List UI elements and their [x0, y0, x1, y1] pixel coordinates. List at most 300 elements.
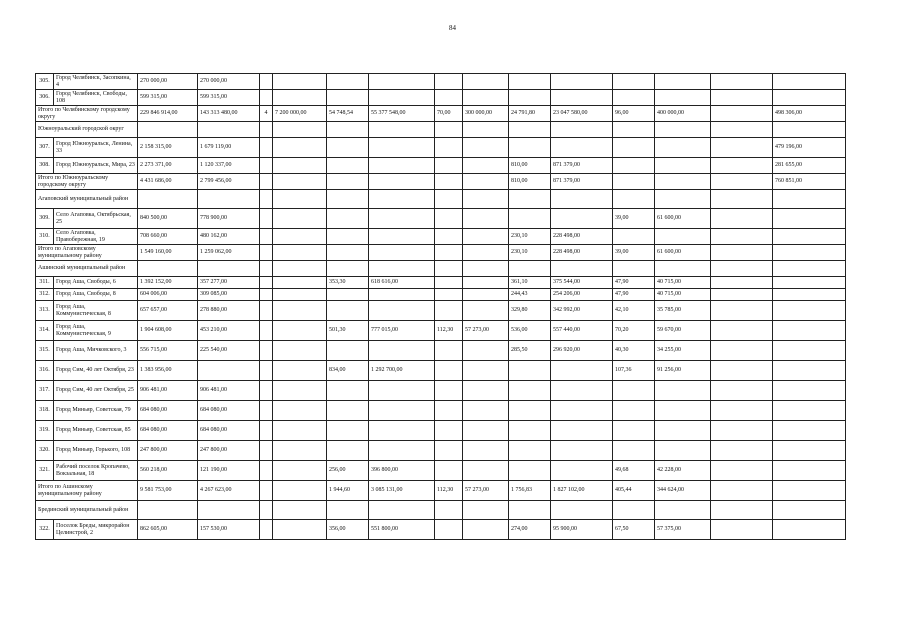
- value-cell: 599 315,00: [138, 90, 198, 106]
- value-cell: 1 827 102,00: [551, 481, 613, 501]
- value-cell: [260, 461, 273, 481]
- subtotal-label: Итого по Агаповскому муниципальному району: [36, 245, 138, 261]
- value-cell: [711, 341, 773, 361]
- empty-cell: [509, 261, 551, 277]
- value-cell: [773, 401, 846, 421]
- value-cell: [773, 461, 846, 481]
- value-cell: 501,30: [327, 321, 369, 341]
- value-cell: 34 255,00: [655, 341, 711, 361]
- value-cell: [260, 229, 273, 245]
- value-cell: [327, 401, 369, 421]
- value-cell: [509, 361, 551, 381]
- value-cell: 353,30: [327, 277, 369, 289]
- empty-cell: [327, 122, 369, 138]
- value-cell: [260, 209, 273, 229]
- address-cell: Город Сим, 40 лет Октября, 25: [54, 381, 138, 401]
- empty-cell: [509, 501, 551, 520]
- empty-cell: [773, 261, 846, 277]
- value-cell: [463, 401, 509, 421]
- value-cell: 91 256,00: [655, 361, 711, 381]
- value-cell: [613, 381, 655, 401]
- value-cell: [463, 381, 509, 401]
- value-cell: [435, 158, 463, 174]
- subtotal-label: Итого по Ашинскому муниципальному району: [36, 481, 138, 501]
- subtotal-row: [36, 106, 846, 122]
- table-row: [36, 381, 846, 401]
- value-cell: [369, 138, 435, 158]
- empty-cell: [509, 190, 551, 209]
- value-cell: 157 530,00: [198, 520, 260, 540]
- value-cell: [260, 421, 273, 441]
- value-cell: [711, 401, 773, 421]
- value-cell: 684 080,00: [198, 421, 260, 441]
- page-number: 84: [449, 24, 456, 32]
- value-cell: [551, 138, 613, 158]
- table-row: [36, 321, 846, 341]
- value-cell: [435, 138, 463, 158]
- value-cell: [655, 90, 711, 106]
- value-cell: 7 200 000,00: [273, 106, 327, 122]
- value-cell: 557 440,00: [551, 321, 613, 341]
- value-cell: [327, 138, 369, 158]
- address-cell: Город Челябинск, Свободы, 108: [54, 90, 138, 106]
- empty-cell: [198, 190, 260, 209]
- value-cell: 228 498,00: [551, 245, 613, 261]
- subtotal-label: Итого по Челябинскому городскому округу: [36, 106, 138, 122]
- value-cell: 356,00: [327, 520, 369, 540]
- value-cell: 42,10: [613, 301, 655, 321]
- empty-cell: [138, 122, 198, 138]
- row-number: 308.: [36, 158, 54, 174]
- value-cell: [711, 421, 773, 441]
- empty-cell: [655, 501, 711, 520]
- section-header-row: [36, 501, 846, 520]
- table-row: [36, 229, 846, 245]
- empty-cell: [260, 501, 273, 520]
- value-cell: [435, 520, 463, 540]
- row-number: 313.: [36, 301, 54, 321]
- empty-cell: [711, 190, 773, 209]
- empty-cell: [773, 501, 846, 520]
- value-cell: [260, 301, 273, 321]
- value-cell: 1 292 700,00: [369, 361, 435, 381]
- value-cell: 61 600,00: [655, 245, 711, 261]
- empty-cell: [138, 501, 198, 520]
- value-cell: 35 785,00: [655, 301, 711, 321]
- table-row: [36, 341, 846, 361]
- row-number: 320.: [36, 441, 54, 461]
- value-cell: 777 015,00: [369, 321, 435, 341]
- value-cell: 296 920,00: [551, 341, 613, 361]
- value-cell: [369, 301, 435, 321]
- value-cell: 4 431 686,00: [138, 174, 198, 190]
- value-cell: [711, 158, 773, 174]
- value-cell: 906 481,00: [198, 381, 260, 401]
- value-cell: [327, 341, 369, 361]
- section-header-row: [36, 190, 846, 209]
- empty-cell: [260, 190, 273, 209]
- value-cell: [369, 209, 435, 229]
- address-cell: Город Аша, Свободы, 8: [54, 289, 138, 301]
- value-cell: [327, 74, 369, 90]
- empty-cell: [613, 122, 655, 138]
- value-cell: [273, 174, 327, 190]
- row-number: 311.: [36, 277, 54, 289]
- empty-cell: [327, 261, 369, 277]
- address-cell: Город Сим, 40 лет Октября, 23: [54, 361, 138, 381]
- empty-cell: [463, 261, 509, 277]
- value-cell: 604 006,00: [138, 289, 198, 301]
- value-cell: [273, 461, 327, 481]
- value-cell: [711, 461, 773, 481]
- value-cell: [613, 90, 655, 106]
- value-cell: 871 379,00: [551, 158, 613, 174]
- value-cell: 357 277,00: [198, 277, 260, 289]
- value-cell: [773, 229, 846, 245]
- value-cell: 228 498,00: [551, 229, 613, 245]
- value-cell: 778 900,00: [198, 209, 260, 229]
- subtotal-label: Итого по Южноуральскому городскому округу: [36, 174, 138, 190]
- empty-cell: [711, 261, 773, 277]
- value-cell: [711, 361, 773, 381]
- value-cell: [463, 520, 509, 540]
- value-cell: 24 791,80: [509, 106, 551, 122]
- value-cell: [463, 421, 509, 441]
- value-cell: 49,68: [613, 461, 655, 481]
- value-cell: 55 377 548,00: [369, 106, 435, 122]
- value-cell: 285,50: [509, 341, 551, 361]
- table-row: [36, 520, 846, 540]
- empty-cell: [327, 190, 369, 209]
- value-cell: [273, 245, 327, 261]
- value-cell: [655, 138, 711, 158]
- value-cell: [273, 138, 327, 158]
- empty-cell: [551, 190, 613, 209]
- address-cell: Город Миньяр, Советская, 85: [54, 421, 138, 441]
- empty-cell: [711, 501, 773, 520]
- section-title: Южноуральский городской округ: [36, 122, 138, 138]
- value-cell: 107,36: [613, 361, 655, 381]
- value-cell: [435, 229, 463, 245]
- value-cell: [369, 381, 435, 401]
- table-row: [36, 421, 846, 441]
- value-cell: 57 273,00: [463, 481, 509, 501]
- value-cell: 112,30: [435, 321, 463, 341]
- value-cell: 2 799 456,00: [198, 174, 260, 190]
- value-cell: 57 273,00: [463, 321, 509, 341]
- value-cell: 396 800,00: [369, 461, 435, 481]
- value-cell: [551, 90, 613, 106]
- value-cell: [655, 441, 711, 461]
- value-cell: [711, 209, 773, 229]
- value-cell: [273, 361, 327, 381]
- register-table-body: [36, 74, 846, 540]
- value-cell: [551, 421, 613, 441]
- value-cell: [369, 245, 435, 261]
- table-row: [36, 361, 846, 381]
- value-cell: [655, 229, 711, 245]
- row-number: 306.: [36, 90, 54, 106]
- row-number: 322.: [36, 520, 54, 540]
- value-cell: 270 000,00: [198, 74, 260, 90]
- value-cell: 1 383 956,00: [138, 361, 198, 381]
- row-number: 316.: [36, 361, 54, 381]
- value-cell: [463, 341, 509, 361]
- value-cell: 862 605,00: [138, 520, 198, 540]
- value-cell: [435, 245, 463, 261]
- register-table: [35, 73, 846, 540]
- value-cell: 810,00: [509, 174, 551, 190]
- value-cell: [711, 245, 773, 261]
- value-cell: [773, 277, 846, 289]
- value-cell: 1 549 160,00: [138, 245, 198, 261]
- address-cell: Город Аша, Коммунистическая, 9: [54, 321, 138, 341]
- value-cell: [773, 209, 846, 229]
- value-cell: [613, 421, 655, 441]
- value-cell: [551, 361, 613, 381]
- value-cell: [773, 245, 846, 261]
- value-cell: 247 800,00: [198, 441, 260, 461]
- value-cell: 1 756,83: [509, 481, 551, 501]
- value-cell: [773, 289, 846, 301]
- value-cell: [273, 90, 327, 106]
- value-cell: [369, 229, 435, 245]
- value-cell: [711, 321, 773, 341]
- value-cell: [711, 174, 773, 190]
- value-cell: [463, 229, 509, 245]
- value-cell: 300 000,00: [463, 106, 509, 122]
- table-row: [36, 441, 846, 461]
- value-cell: [711, 229, 773, 245]
- value-cell: 3 085 131,00: [369, 481, 435, 501]
- section-header-row: [36, 261, 846, 277]
- value-cell: [773, 361, 846, 381]
- address-cell: Рабочий поселок Кропачево, Вокзальная, 18: [54, 461, 138, 481]
- empty-cell: [463, 501, 509, 520]
- value-cell: [655, 74, 711, 90]
- empty-cell: [198, 122, 260, 138]
- value-cell: [613, 441, 655, 461]
- value-cell: 1 392 152,00: [138, 277, 198, 289]
- value-cell: [273, 421, 327, 441]
- section-title: Брединский муниципальный район: [36, 501, 138, 520]
- value-cell: 834,00: [327, 361, 369, 381]
- value-cell: [369, 90, 435, 106]
- empty-cell: [551, 501, 613, 520]
- empty-cell: [198, 261, 260, 277]
- value-cell: 1 904 608,00: [138, 321, 198, 341]
- value-cell: [435, 90, 463, 106]
- value-cell: 840 500,00: [138, 209, 198, 229]
- value-cell: 400 000,00: [655, 106, 711, 122]
- value-cell: [773, 321, 846, 341]
- empty-cell: [369, 501, 435, 520]
- address-cell: Город Южноуральск, Мира, 23: [54, 158, 138, 174]
- value-cell: [613, 138, 655, 158]
- table-row: [36, 90, 846, 106]
- value-cell: 121 190,00: [198, 461, 260, 481]
- value-cell: [463, 301, 509, 321]
- value-cell: [551, 381, 613, 401]
- value-cell: 498 306,00: [773, 106, 846, 122]
- value-cell: [327, 421, 369, 441]
- value-cell: [711, 301, 773, 321]
- value-cell: [509, 421, 551, 441]
- value-cell: [327, 245, 369, 261]
- value-cell: 361,10: [509, 277, 551, 289]
- value-cell: 684 080,00: [138, 401, 198, 421]
- value-cell: [273, 277, 327, 289]
- address-cell: Город Аша, Мичковского, 3: [54, 341, 138, 361]
- row-number: 314.: [36, 321, 54, 341]
- value-cell: 618 616,00: [369, 277, 435, 289]
- empty-cell: [613, 261, 655, 277]
- value-cell: 2 158 315,00: [138, 138, 198, 158]
- value-cell: [463, 245, 509, 261]
- value-cell: 70,00: [435, 106, 463, 122]
- value-cell: 906 481,00: [138, 381, 198, 401]
- value-cell: [435, 441, 463, 461]
- value-cell: [551, 74, 613, 90]
- value-cell: [613, 401, 655, 421]
- section-title: Ашинский муниципальный район: [36, 261, 138, 277]
- value-cell: [435, 174, 463, 190]
- value-cell: [327, 301, 369, 321]
- address-cell: Поселок Бреды, микрорайон Целинстрой, 2: [54, 520, 138, 540]
- table-row: [36, 74, 846, 90]
- value-cell: [463, 209, 509, 229]
- value-cell: [509, 441, 551, 461]
- value-cell: 256,00: [327, 461, 369, 481]
- value-cell: [711, 277, 773, 289]
- value-cell: 247 800,00: [138, 441, 198, 461]
- subtotal-row: [36, 174, 846, 190]
- value-cell: [613, 229, 655, 245]
- value-cell: [273, 481, 327, 501]
- value-cell: [773, 381, 846, 401]
- value-cell: [711, 381, 773, 401]
- address-cell: Село Агаповка, Октябрьская, 25: [54, 209, 138, 229]
- value-cell: [273, 301, 327, 321]
- row-number: 305.: [36, 74, 54, 90]
- value-cell: [463, 90, 509, 106]
- value-cell: [273, 74, 327, 90]
- value-cell: [260, 138, 273, 158]
- empty-cell: [435, 190, 463, 209]
- value-cell: [655, 174, 711, 190]
- value-cell: 23 047 580,00: [551, 106, 613, 122]
- value-cell: [273, 401, 327, 421]
- address-cell: Город Аша, Свободы, 6: [54, 277, 138, 289]
- section-title: Агаповский муниципальный район: [36, 190, 138, 209]
- value-cell: [260, 277, 273, 289]
- value-cell: 708 660,00: [138, 229, 198, 245]
- value-cell: [273, 441, 327, 461]
- table-row: [36, 289, 846, 301]
- value-cell: [773, 301, 846, 321]
- value-cell: 684 080,00: [198, 401, 260, 421]
- value-cell: [509, 209, 551, 229]
- table-row: [36, 158, 846, 174]
- value-cell: [773, 341, 846, 361]
- row-number: 319.: [36, 421, 54, 441]
- row-number: 321.: [36, 461, 54, 481]
- row-number: 315.: [36, 341, 54, 361]
- value-cell: 61 600,00: [655, 209, 711, 229]
- value-cell: 47,90: [613, 289, 655, 301]
- address-cell: Село Агаповка, Правобережная, 19: [54, 229, 138, 245]
- value-cell: [260, 481, 273, 501]
- value-cell: [463, 361, 509, 381]
- value-cell: 59 670,00: [655, 321, 711, 341]
- value-cell: [327, 381, 369, 401]
- value-cell: 244,43: [509, 289, 551, 301]
- value-cell: [327, 289, 369, 301]
- value-cell: 560 218,00: [138, 461, 198, 481]
- value-cell: 40,30: [613, 341, 655, 361]
- value-cell: 112,30: [435, 481, 463, 501]
- value-cell: 871 379,00: [551, 174, 613, 190]
- value-cell: 536,00: [509, 321, 551, 341]
- value-cell: [260, 381, 273, 401]
- value-cell: [327, 174, 369, 190]
- value-cell: [435, 289, 463, 301]
- value-cell: [327, 90, 369, 106]
- value-cell: [435, 209, 463, 229]
- empty-cell: [273, 122, 327, 138]
- row-number: 310.: [36, 229, 54, 245]
- value-cell: [551, 401, 613, 421]
- address-cell: Город Миньяр, Горького, 108: [54, 441, 138, 461]
- value-cell: [711, 441, 773, 461]
- value-cell: [711, 138, 773, 158]
- value-cell: 1 944,60: [327, 481, 369, 501]
- address-cell: Город Аша, Коммунистическая, 8: [54, 301, 138, 321]
- value-cell: [463, 158, 509, 174]
- empty-cell: [260, 122, 273, 138]
- value-cell: [773, 90, 846, 106]
- value-cell: 274,00: [509, 520, 551, 540]
- empty-cell: [613, 190, 655, 209]
- value-cell: 40 715,00: [655, 289, 711, 301]
- value-cell: [273, 381, 327, 401]
- value-cell: 47,90: [613, 277, 655, 289]
- row-number: 307.: [36, 138, 54, 158]
- value-cell: [773, 520, 846, 540]
- value-cell: [327, 229, 369, 245]
- value-cell: [435, 361, 463, 381]
- table-row: [36, 461, 846, 481]
- value-cell: 9 581 753,00: [138, 481, 198, 501]
- value-cell: [369, 341, 435, 361]
- value-cell: [435, 301, 463, 321]
- value-cell: [260, 245, 273, 261]
- empty-cell: [435, 501, 463, 520]
- value-cell: 1 259 062,00: [198, 245, 260, 261]
- value-cell: 70,20: [613, 321, 655, 341]
- value-cell: [551, 209, 613, 229]
- row-number: 312.: [36, 289, 54, 301]
- empty-cell: [369, 261, 435, 277]
- value-cell: [509, 381, 551, 401]
- value-cell: [509, 461, 551, 481]
- value-cell: [463, 289, 509, 301]
- empty-cell: [655, 122, 711, 138]
- value-cell: [260, 520, 273, 540]
- value-cell: [273, 321, 327, 341]
- empty-cell: [369, 190, 435, 209]
- empty-cell: [273, 501, 327, 520]
